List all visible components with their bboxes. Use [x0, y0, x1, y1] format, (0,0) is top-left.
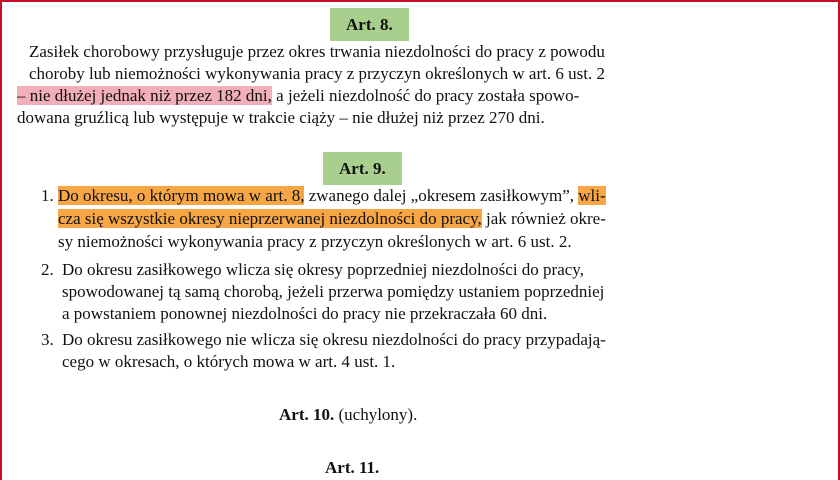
art9-item1-line-2-rest: jak również okre-: [481, 209, 606, 228]
art9-item3-line-2: cego w okresach, o których mowa w art. 4 ust. 1.: [62, 352, 396, 371]
art9-item1-number: 1.: [41, 186, 54, 205]
art9-highlight-wli: wli-: [578, 186, 606, 205]
art9-highlight-okres: Do okresu, o którym mowa w art. 8,: [58, 186, 305, 205]
art11-heading: Art. 11.: [325, 458, 380, 477]
art9-item2-line-1: Do okresu zasiłkowego wlicza się okresy poprzedniej niezdolności do pracy,: [62, 260, 584, 279]
art9-item2-line-3: a powstaniem ponownej niezdolności do pracy nie przekraczała 60 dni.: [62, 304, 548, 323]
art9-item1-line-1-mid: zwanego dalej „okresem zasiłkowym”,: [304, 186, 579, 205]
art8-line-2: choroby lub niemożności wykonywania pracy z przyczyn określonych w art. 6 ust. 2: [29, 64, 605, 83]
frame-left-border: [0, 0, 2, 480]
art8-heading: Art. 8.: [330, 8, 409, 41]
art9-item2-line-2: spowodowanej tą samą chorobą, jeżeli przerwa pomiędzy ustaniem poprzedniej: [62, 282, 605, 301]
art9-item2-number: 2.: [41, 260, 54, 279]
art9-item3-number: 3.: [41, 330, 54, 349]
art9-item1-line-2: [58, 209, 606, 229]
art10-heading-line: [279, 405, 417, 425]
art9-item3-line-1: Do okresu zasiłkowego nie wlicza się okresu niezdolności do pracy przypadają-: [62, 330, 606, 349]
art8-line-3: [17, 86, 579, 106]
art9-heading: Art. 9.: [323, 152, 402, 185]
art10-note: (uchylony).: [334, 405, 418, 424]
art9-highlight-wlicza: cza się wszystkie okresy nieprzerwanej niezdolności do pracy,: [58, 209, 482, 228]
art10-heading: Art. 10.: [279, 405, 335, 424]
art8-line-1: Zasiłek chorobowy przysługuje przez okres trwania niezdolności do pracy z powodu: [29, 42, 605, 61]
art8-line-3-rest: a jeżeli niezdolność do pracy została spowo-: [271, 86, 580, 105]
art9-item1-line-1: [58, 186, 606, 206]
art9-item1-line-3: sy niemożności wykonywania pracy z przyczyn określonych w art. 6 ust. 2.: [58, 232, 572, 251]
art8-line-4: dowana gruźlicą lub występuje w trakcie ciąży – nie dłużej niż przez 270 dni.: [17, 108, 545, 127]
art8-highlight-182-days: – nie dłużej jednak niż przez 182 dni,: [17, 86, 272, 105]
frame-top-border: [0, 0, 840, 2]
